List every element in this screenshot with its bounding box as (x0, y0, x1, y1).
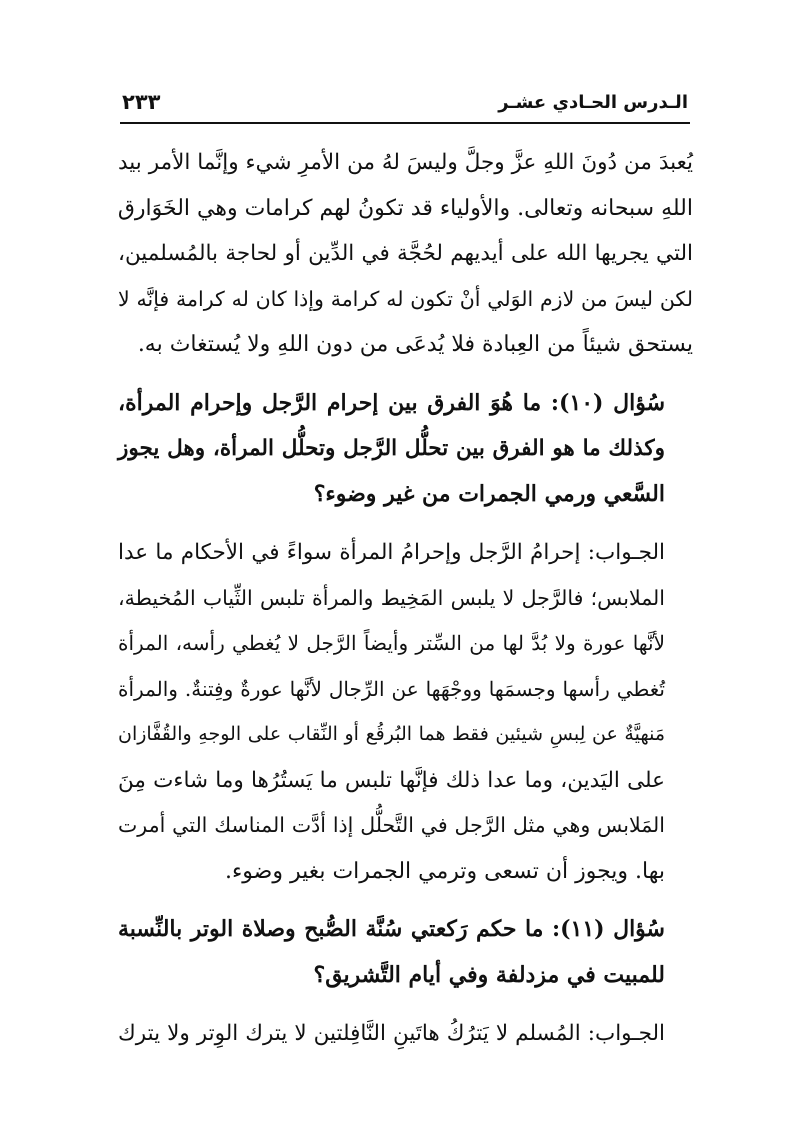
text-line: بها. ويجوز أن تسعى وترمي الجمرات بغير وضوء. (224, 858, 665, 884)
body-text (118, 140, 693, 1057)
text-line: السَّعي ورمي الجمرات من غير وضوء؟ (313, 480, 665, 507)
text-line: يُعبدَ من دُونَ اللهِ عزَّ وجلَّ وليسَ لهُ من الأمرِ شيء وإنَّما الأمر بيد (118, 150, 693, 175)
text-line: الجـواب: إحرامُ الرَّجل وإحرامُ المرأة سواءً في الأحكام ما عدا (118, 540, 665, 565)
text-line: سُؤال (١١): ما حكم رَكعتي سُنَّة الصُّبح وصلاة الوتر بالنِّسبة (118, 916, 665, 942)
running-header (120, 88, 690, 124)
text-line: وكذلك ما هو الفرق بين تحلُّل الرَّجل وتحلُّل المرأة، وهل يجوز (118, 436, 665, 461)
text-line: لكن ليسَ من لازم الوَلي أنْ تكون له كرامة وإذا كان له كرامة فإنَّه لا (118, 286, 693, 311)
answer-11-paragraph (118, 1011, 693, 1057)
text-line: يستحق شيئاً من العِبادة فلا يُدعَى من دون اللهِ ولا يُستغاث به. (137, 332, 693, 357)
text-line: لأنَّها عورة ولا بُدَّ لها من السِّتر وأيضاً الرَّجل لا يُغطي رأسه، المرأة (118, 631, 665, 655)
text-line: الملابس؛ فالرَّجل لا يلبس المَخِيط والمرأة تلبس الثِّياب المُخيطة، (118, 585, 665, 610)
question-11-paragraph (118, 907, 693, 998)
text-line: اللهِ سبحانه وتعالى. والأولياء قد تكونُ لهم كرامات وهي الخَوَارق (117, 195, 693, 221)
text-line: تُغطي رأسها وجسمَها ووجْهَها عن الرِّجال لأنَّها عورةٌ وفِتنةٌ. والمرأة (118, 676, 665, 701)
answer-10-paragraph (118, 530, 693, 894)
text-line: على اليَدين، وما عدا ذلك فإنَّها تلبس ما يَستُرُها وما شاءت مِنَ (118, 767, 665, 793)
text-line: المَلابس وهي مثل الرَّجل في التَّحلُّل إذا أدَّت المناسك التي أمرت (118, 813, 665, 837)
question-10-paragraph (118, 381, 693, 518)
text-line: التي يجريها الله على أيديهم لحُجَّة في الدِّين أو لحاجة بالمُسلمين، (118, 241, 693, 266)
lesson-title: الـدرس الحـادي عشـر (498, 92, 688, 113)
text-line: مَنهيَّةٌ عن لِبسِ شيئين فقط هما البُرقُع أو النِّقاب على الوجهِ والقُفَّازان (118, 723, 665, 745)
text-line: للمبيت في مزدلفة وفي أيام التَّشريق؟ (313, 961, 665, 988)
answer-continuation-paragraph (118, 140, 693, 368)
text-line: سُؤال (١٠): ما هُوَ الفرق بين إحرام الرَّجل وإحرام المرأة، (118, 389, 666, 416)
text-line: الجـواب: المُسلم لا يَترُكُ هاتَينِ النَّافِلتين لا يترك الوِتر ولا يترك (118, 1021, 665, 1046)
page-number: ٢٣٣ (122, 90, 161, 114)
